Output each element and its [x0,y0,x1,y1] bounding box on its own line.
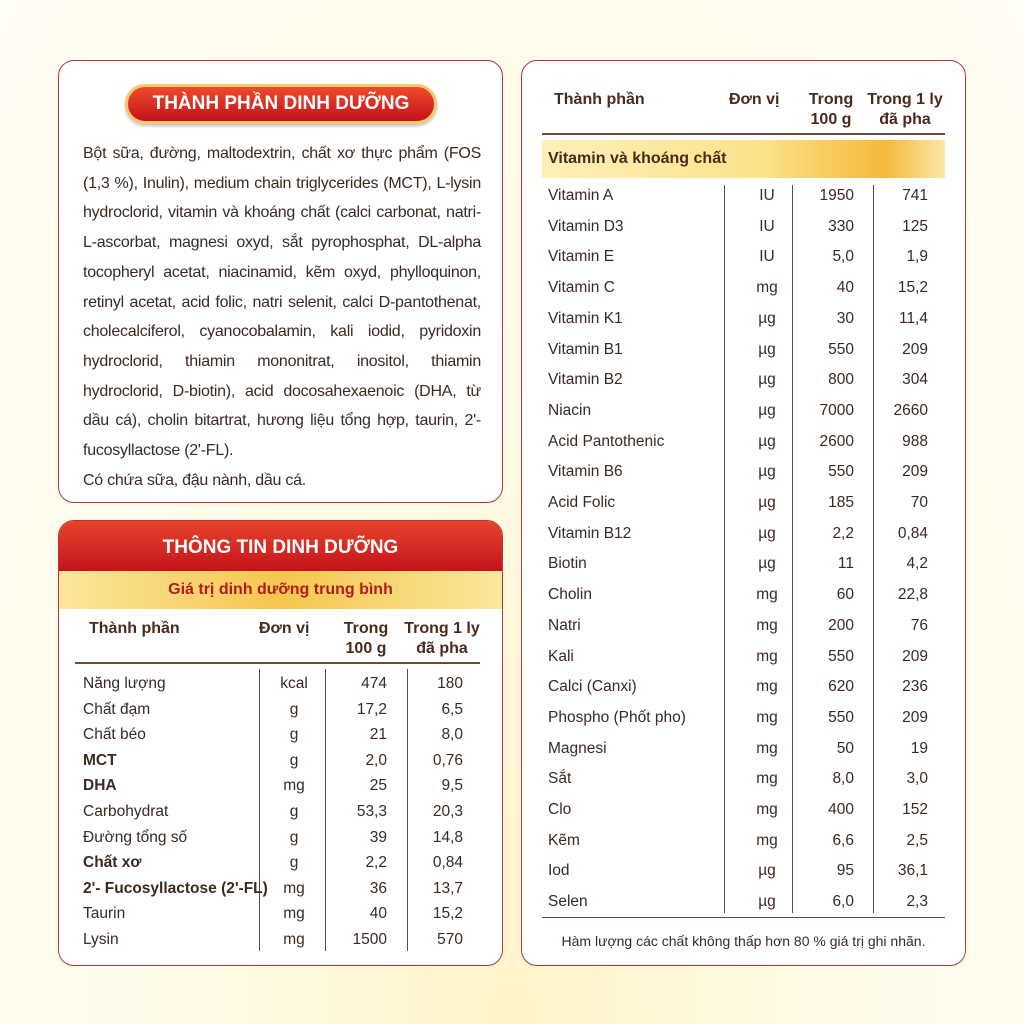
row-unit: mg [756,279,778,297]
row-name: Vitamin A [548,187,614,204]
row-per100: 36 [369,879,387,897]
ingredients-text: Bột sữa, đường, maltodextrin, chất xơ thực phẩm (FOS (1,3 %), Inulin), medium chain triglycerides (MCT), L-lysin hydroclorid, vitamin và khoáng chất (calci carbonat, natri-L-ascorbat, magnesi oxyd, sắt pyrophosphat, DL-alpha tocopheryl acetat, niacinamid, kẽm oxyd, phylloquinon, retinyl acetat, acid folic, natri selenit, calci D-pantothenat, cholecalciferol, cyanocobalamin, kali iodid, pyridoxin hydroclorid, thiamin mononitrat, inositol, thiamin hydroclorid, D-biotin), acid docosahexaenoic (DHA, từ dầu cá), cholin bitartrat, hương liệu tổng hợp, taurin, 2'-fucosyllactose (2'-FL). [83,145,481,460]
row-per100: 40 [369,905,387,923]
row-unit: mg [756,616,778,634]
row-unit: mg [283,879,305,897]
vitamins-panel [521,60,966,966]
row-name: Đường tổng số [83,828,188,846]
row-name: Selen [548,893,588,911]
ingredients-title: THÀNH PHẦN DINH DƯỠNG [125,84,437,124]
row-unit: g [289,854,299,872]
row-name: Calci (Canxi) [548,678,637,696]
row-per100: 30 [836,309,854,327]
row-serving: 2,3 [906,893,928,911]
row-serving: 304 [902,371,928,389]
row-per100: 5,0 [832,248,854,266]
table-row [522,798,965,822]
row-per100: 1950 [819,187,854,204]
row-serving: 152 [902,801,928,818]
col-header-per100-line2: 100 g [810,111,852,128]
col-header-serving [860,90,950,130]
col-header-per100 [794,90,868,130]
row-unit: µg [758,862,776,880]
row-serving: 19 [910,739,928,757]
row-unit: g [289,751,299,769]
row-name: Carbohydrat [83,803,169,820]
row-name: Natri [548,616,581,634]
row-unit: µg [758,555,776,573]
table-row [59,902,502,926]
table-row [522,245,965,269]
col-header-per100-line1: Trong [808,91,854,108]
row-name: Acid Folic [548,494,616,511]
table-row [59,928,502,952]
row-per100: 50 [836,739,854,757]
row-name: Kẽm [548,831,580,849]
row-serving: 2,5 [906,831,928,849]
row-serving: 15,2 [897,279,928,297]
table-row [522,368,965,392]
row-per100: 620 [828,678,854,696]
table-row [522,859,965,883]
row-unit: µg [758,401,776,419]
table-row [522,767,965,791]
row-name: Taurin [83,905,126,923]
row-per100: 550 [828,708,854,726]
row-serving: 1,9 [906,248,928,266]
row-unit: mg [756,831,778,849]
row-unit: mg [756,801,778,818]
row-unit: µg [758,432,776,450]
table-row [59,826,502,850]
row-name: Iod [548,862,570,880]
table-row [522,338,965,362]
row-unit: µg [758,524,776,542]
row-unit: g [289,726,299,744]
col-header-unit: Đơn vị [259,620,310,637]
row-per100: 330 [828,217,854,235]
row-name: Vitamin B12 [548,524,632,542]
table-row [522,399,965,423]
table-row [59,723,502,747]
allergen-text: Có chứa sữa, đậu nành, dầu cá. [83,471,306,489]
row-serving: 22,8 [897,586,928,604]
row-serving: 125 [902,217,928,235]
vitamins-section-label: Vitamin và khoáng chất [542,140,945,178]
row-unit: mg [283,931,305,948]
table-row [522,215,965,239]
row-serving: 4,2 [906,555,928,573]
row-name: Chất xơ [83,854,142,872]
table-row [522,491,965,515]
row-name: Biotin [548,555,587,573]
row-per100: 474 [361,675,387,692]
row-name: Cholin [548,586,592,604]
row-name: Kali [548,647,574,665]
row-name: Vitamin D3 [548,217,624,235]
col-header-serving-line1: Trong 1 ly [867,91,943,108]
row-per100: 550 [828,647,854,665]
row-serving: 8,0 [441,726,463,744]
header-rule [75,662,480,664]
row-serving: 2660 [893,401,928,419]
row-serving: 209 [902,340,928,358]
table-row [522,675,965,699]
row-per100: 200 [828,616,854,634]
table-row [59,749,502,773]
row-name: Vitamin C [548,279,615,297]
row-name: MCT [83,751,117,769]
row-name: 2'- Fucosyllactose (2'-FL) [83,879,268,897]
row-unit: µg [758,309,776,327]
row-serving: 741 [902,187,928,204]
row-name: Lysin [83,931,119,948]
row-per100: 550 [828,463,854,481]
row-name: Vitamin B1 [548,340,623,358]
row-unit: IU [759,217,775,235]
row-serving: 209 [902,708,928,726]
table-row [59,672,502,696]
row-per100: 2,0 [365,751,387,769]
row-name: Vitamin B6 [548,463,623,481]
row-name: Sắt [548,770,572,788]
row-serving: 20,3 [432,803,463,820]
row-serving: 14,8 [432,828,463,846]
row-serving: 0,84 [897,524,928,542]
row-unit: µg [758,371,776,389]
row-unit: mg [283,777,305,795]
row-per100: 400 [828,801,854,818]
row-per100: 550 [828,340,854,358]
col-header-per100-line2: 100 g [345,640,387,657]
table-row [522,460,965,484]
row-name: Magnesi [548,739,607,757]
row-per100: 17,2 [356,700,387,718]
row-per100: 39 [369,828,387,846]
table-row [522,276,965,300]
table-row [59,800,502,824]
table-row [522,522,965,546]
table-row [522,645,965,669]
row-serving: 988 [902,432,928,450]
col-header-serving-line2: đã pha [416,640,468,657]
row-name: Chất béo [83,726,146,744]
table-row [522,706,965,730]
row-per100: 21 [369,726,387,744]
row-per100: 11 [837,555,854,573]
table-row [522,829,965,853]
table-row [522,583,965,607]
row-serving: 570 [437,931,463,948]
row-unit: µg [758,494,776,511]
table-row [59,877,502,901]
row-serving: 15,2 [432,905,463,923]
row-serving: 3,0 [906,770,928,788]
col-header-serving-line1: Trong 1 ly [404,620,480,637]
row-unit: IU [759,248,775,266]
header-rule [542,133,945,135]
row-unit: g [289,828,299,846]
row-unit: g [289,700,299,718]
row-per100: 60 [836,586,854,604]
footer-rule [542,917,945,918]
row-serving: 209 [902,463,928,481]
row-serving: 11,4 [898,309,928,327]
row-per100: 95 [836,862,854,880]
row-per100: 53,3 [356,803,387,820]
row-unit: IU [759,187,775,204]
row-unit: mg [756,678,778,696]
table-row [59,774,502,798]
col-header-name: Thành phần [89,620,180,637]
footnote: Hàm lượng các chất không thấp hơn 80 % giá trị ghi nhãn. [561,933,926,949]
row-serving: 6,5 [441,700,463,718]
table-row [59,851,502,875]
row-unit: mg [756,647,778,665]
row-unit: mg [756,586,778,604]
table-row [522,552,965,576]
table-row [522,430,965,454]
row-unit: mg [756,770,778,788]
table-row [522,737,965,761]
row-serving: 0,76 [432,751,463,769]
row-per100: 800 [828,371,854,389]
row-per100: 1500 [352,931,387,948]
row-serving: 76 [910,616,928,634]
row-name: Clo [548,801,572,818]
table-row [522,614,965,638]
nutrition-subtitle: Giá trị dinh dưỡng trung bình [59,571,502,609]
row-per100: 2600 [819,432,854,450]
row-name: Acid Pantothenic [548,432,665,450]
row-name: DHA [83,777,117,795]
row-name: Vitamin E [548,248,615,266]
row-serving: 180 [437,675,463,692]
row-name: Vitamin B2 [548,371,623,389]
row-name: Năng lượng [83,675,166,692]
row-per100: 25 [369,777,387,795]
row-unit: µg [758,893,776,911]
nutrition-panel [58,520,503,966]
row-per100: 185 [828,494,854,511]
ingredients-body [83,139,481,495]
nutrition-title: THÔNG TIN DINH DƯỠNG [59,521,502,571]
table-row [522,890,965,914]
row-serving: 70 [910,494,928,511]
row-name: Vitamin K1 [548,309,623,327]
row-serving: 209 [902,647,928,665]
row-unit: mg [283,905,305,923]
ingredients-panel [58,60,503,503]
col-header-per100-line1: Trong [343,620,389,637]
row-unit: µg [758,340,776,358]
row-unit: mg [756,739,778,757]
col-header-serving-line2: đã pha [879,111,931,128]
row-per100: 7000 [819,401,854,419]
row-serving: 13,7 [432,879,463,897]
col-header-name: Thành phần [554,91,645,108]
col-header-serving [397,619,487,659]
col-header-per100 [329,619,403,659]
table-row [59,698,502,722]
col-header-unit: Đơn vị [729,91,780,108]
row-unit: g [289,803,299,820]
row-name: Chất đạm [83,700,151,718]
row-per100: 6,0 [832,893,854,911]
table-row [522,307,965,331]
row-serving: 36,1 [897,862,928,880]
row-per100: 8,0 [832,770,854,788]
row-unit: kcal [280,675,308,692]
row-serving: 0,84 [432,854,463,872]
row-per100: 6,6 [832,831,854,849]
row-unit: mg [756,708,778,726]
row-per100: 2,2 [832,524,854,542]
table-row [522,184,965,208]
row-serving: 236 [902,678,928,696]
row-per100: 2,2 [365,854,387,872]
row-unit: µg [758,463,776,481]
row-per100: 40 [836,279,854,297]
row-name: Niacin [548,401,592,419]
row-name: Phospho (Phốt pho) [548,708,686,726]
row-serving: 9,5 [441,777,463,795]
